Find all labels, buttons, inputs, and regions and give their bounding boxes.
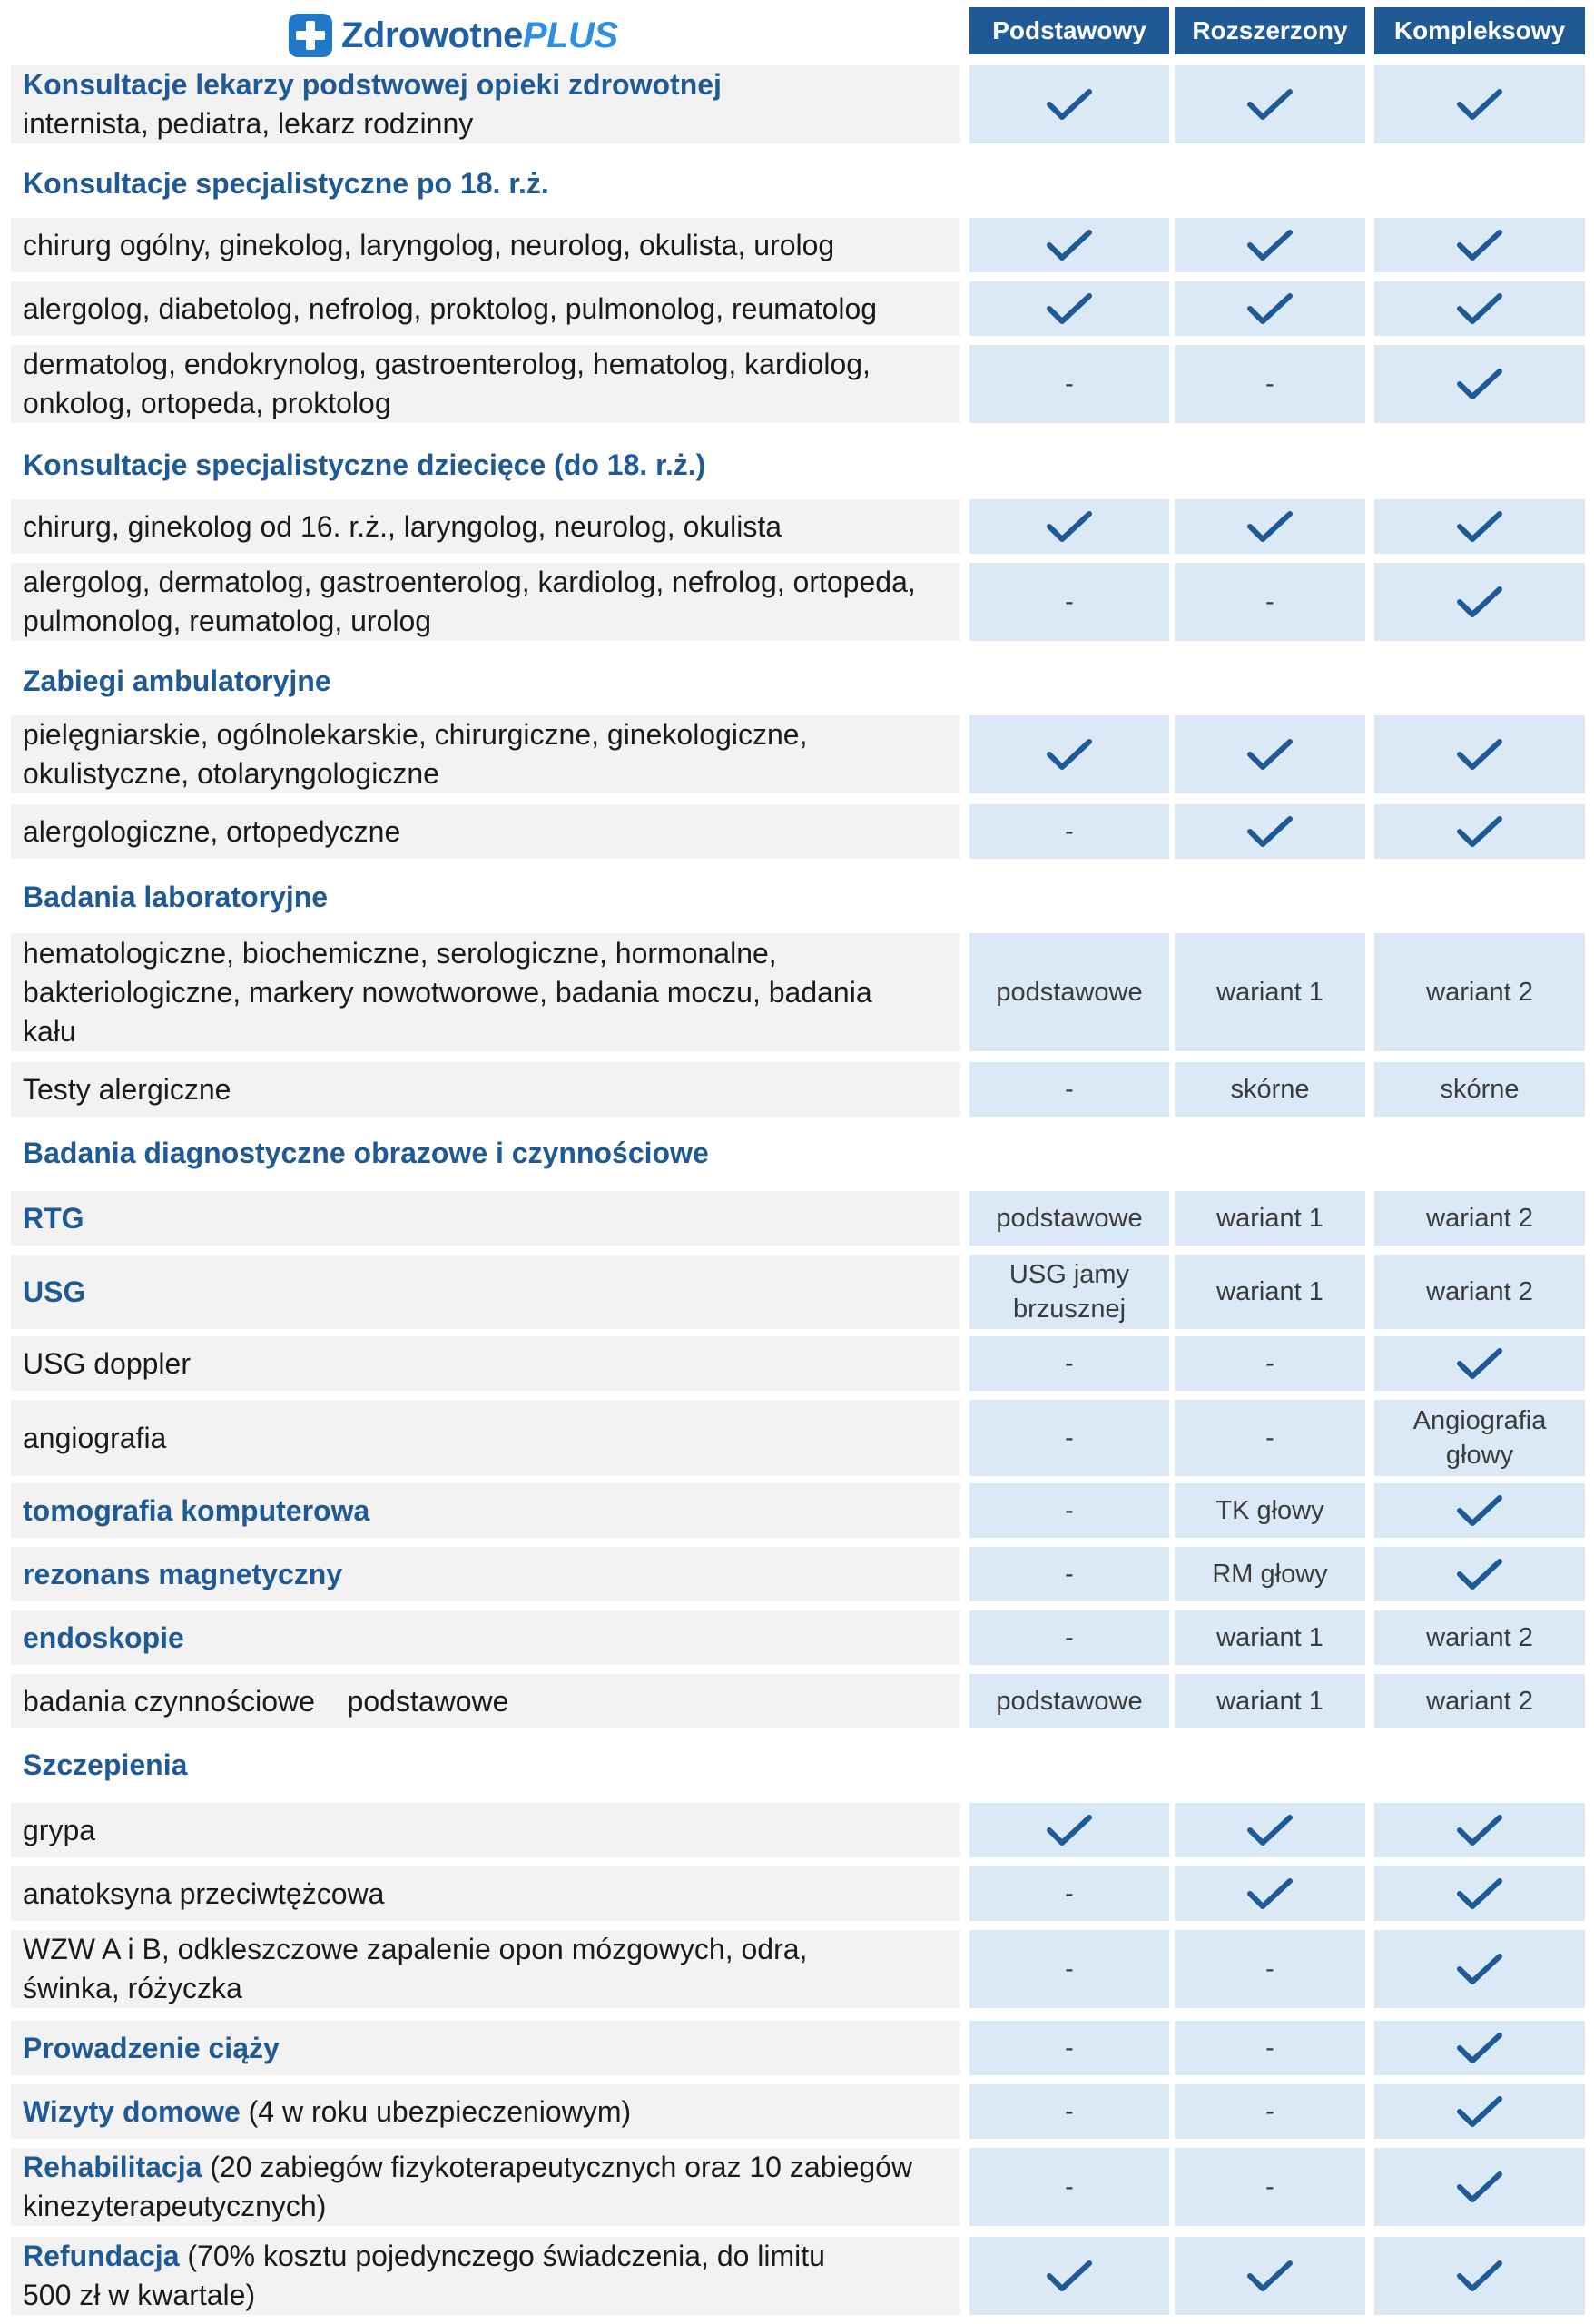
cell-value: skórne [1440, 1075, 1520, 1104]
cell-value: - [1065, 2034, 1074, 2063]
cell-value: - [1265, 2034, 1274, 2063]
cell-value: - [1065, 1955, 1074, 1984]
cell-value: wariant 2 [1426, 1623, 1533, 1652]
service-label: Konsultacje lekarzy podstwowej opieki zdrowotnej internista, pediatra, lekarz rodzinny [11, 65, 960, 143]
plan-cell-rozszerzony [1175, 804, 1365, 859]
plan-cell-kompleksowy [1374, 804, 1585, 859]
service-label: tomografia komputerowa [11, 1483, 960, 1538]
check-icon [1245, 507, 1295, 547]
plan-cell-rozszerzony [1175, 933, 1365, 1051]
plan-cell-kompleksowy [1374, 2084, 1585, 2139]
cell-value: wariant 2 [1426, 1204, 1533, 1233]
check-icon [1454, 734, 1505, 774]
check-icon [1454, 1810, 1505, 1850]
plan-cell-kompleksowy [1374, 65, 1585, 143]
plan-cell-rozszerzony [1175, 1336, 1365, 1391]
cell-value: - [1065, 1560, 1074, 1589]
cell-value: wariant 1 [1216, 978, 1323, 1007]
cell-value: - [1065, 1423, 1074, 1452]
plan-cell-podstawowy [969, 1191, 1169, 1246]
check-icon [1454, 1949, 1505, 1989]
section-heading: Konsultacje specjalistyczne po 18. r.ż. [23, 166, 549, 200]
check-icon [1454, 225, 1505, 265]
plan-cell-podstawowy [969, 2084, 1169, 2139]
check-icon [1044, 289, 1095, 329]
check-icon [1245, 2256, 1295, 2296]
cell-value: skórne [1230, 1075, 1310, 1104]
cell-value: - [1065, 587, 1074, 616]
plan-cell-podstawowy [969, 804, 1169, 859]
check-icon [1245, 1810, 1295, 1850]
service-label: endoskopie [11, 1610, 960, 1665]
check-icon [1245, 225, 1295, 265]
plan-cell-rozszerzony [1175, 1483, 1365, 1538]
cell-value: RM głowy [1212, 1560, 1328, 1589]
check-icon [1454, 2028, 1505, 2068]
cell-value: podstawowe [996, 978, 1143, 1007]
cell-value: wariant 1 [1216, 1277, 1323, 1306]
plan-cell-rozszerzony [1175, 345, 1365, 423]
check-icon [1245, 289, 1295, 329]
check-icon [1245, 812, 1295, 852]
service-label: anatoksyna przeciwtężcowa [11, 1866, 960, 1921]
plan-cell-rozszerzony [1175, 499, 1365, 554]
plan-cell-podstawowy [969, 1062, 1169, 1117]
check-icon [1454, 364, 1505, 404]
plan-cell-podstawowy [969, 1866, 1169, 1921]
plan-cell-rozszerzony [1175, 2148, 1365, 2226]
plan-cell-kompleksowy [1374, 1483, 1585, 1538]
plan-cell-rozszerzony [1175, 1930, 1365, 2008]
plan-cell-podstawowy [969, 281, 1169, 336]
plan-cell-rozszerzony [1175, 715, 1365, 793]
plan-header-rozszerzony: Rozszerzony [1175, 7, 1365, 54]
check-icon [1044, 2256, 1095, 2296]
plan-cell-rozszerzony [1175, 2084, 1365, 2139]
plan-cell-podstawowy [969, 218, 1169, 272]
service-label: chirurg, ginekolog od 16. r.ż., laryngolog, neurolog, okulista [11, 499, 960, 554]
plan-cell-kompleksowy [1374, 218, 1585, 272]
cell-value: - [1065, 1496, 1074, 1525]
plan-cell-kompleksowy [1374, 1255, 1585, 1329]
plan-cell-kompleksowy [1374, 1866, 1585, 1921]
plan-cell-podstawowy [969, 933, 1169, 1051]
cell-value: - [1065, 2172, 1074, 2201]
plan-cell-podstawowy [969, 2021, 1169, 2075]
plan-cell-kompleksowy [1374, 1610, 1585, 1665]
plan-header-podstawowy: Podstawowy [969, 7, 1169, 54]
plan-cell-podstawowy [969, 1400, 1169, 1476]
service-label: alergolog, dermatolog, gastroenterolog, kardiolog, nefrolog, ortopeda, pulmonolog, reumatolog, urolog [11, 563, 960, 641]
cell-value: - [1265, 1423, 1274, 1452]
check-icon [1454, 1874, 1505, 1914]
plan-cell-podstawowy [969, 2148, 1169, 2226]
check-icon [1454, 84, 1505, 124]
cell-value: - [1065, 1879, 1074, 1908]
plan-cell-rozszerzony [1175, 1191, 1365, 1246]
cell-value: podstawowe [996, 1204, 1143, 1233]
service-label: USG doppler [11, 1336, 960, 1391]
plan-cell-podstawowy [969, 1803, 1169, 1857]
service-label: RTG [11, 1191, 960, 1246]
plan-cell-rozszerzony [1175, 1400, 1365, 1476]
plan-cell-rozszerzony [1175, 281, 1365, 336]
check-icon [1044, 225, 1095, 265]
cell-value: - [1265, 2097, 1274, 2126]
service-label: Rehabilitacja (20 zabiegów fizykoterapeutycznych oraz 10 zabiegów kinezyterapeutycznych) [11, 2148, 960, 2226]
plan-cell-rozszerzony [1175, 1674, 1365, 1728]
plan-cell-podstawowy [969, 345, 1169, 423]
plan-cell-kompleksowy [1374, 1062, 1585, 1117]
medical-cross-icon [289, 14, 332, 57]
plan-cell-kompleksowy [1374, 1191, 1585, 1246]
section-heading: Zabiegi ambulatoryjne [23, 664, 331, 697]
plan-cell-rozszerzony [1175, 1547, 1365, 1601]
plan-cell-kompleksowy [1374, 933, 1585, 1051]
plan-cell-podstawowy [969, 1255, 1169, 1329]
service-label: WZW A i B, odkleszczowe zapalenie opon mózgowych, odra, świnka, różyczka [11, 1930, 960, 2008]
plan-cell-podstawowy [969, 1930, 1169, 2008]
plan-cell-kompleksowy [1374, 1400, 1585, 1476]
cell-value: wariant 2 [1426, 1687, 1533, 1716]
cell-value: - [1065, 1349, 1074, 1378]
cell-value: - [1265, 2172, 1274, 2201]
service-label: pielęgniarskie, ogólnolekarskie, chirurgiczne, ginekologiczne, okulistyczne, otolaryngologiczne [11, 715, 960, 793]
check-icon [1245, 1874, 1295, 1914]
plan-cell-kompleksowy [1374, 1930, 1585, 2008]
plan-cell-rozszerzony [1175, 1062, 1365, 1117]
plan-cell-kompleksowy [1374, 345, 1585, 423]
check-icon [1454, 507, 1505, 547]
plan-cell-kompleksowy [1374, 563, 1585, 641]
cell-value: - [1065, 1075, 1074, 1104]
plan-cell-kompleksowy [1374, 1336, 1585, 1391]
section-heading: Konsultacje specjalistyczne dziecięce (do 18. r.ż.) [23, 448, 706, 481]
service-label: dermatolog, endokrynolog, gastroenterolog, hematolog, kardiolog, onkolog, ortopeda, proktolog [11, 345, 960, 423]
cell-value: USG jamy brzusznej [1009, 1260, 1130, 1324]
plan-cell-kompleksowy [1374, 499, 1585, 554]
cell-value: - [1265, 587, 1274, 616]
service-label: Refundacja (70% kosztu pojedynczego świadczenia, do limitu 500 zł w kwartale) [11, 2237, 960, 2315]
service-label: chirurg ogólny, ginekolog, laryngolog, neurolog, okulista, urolog [11, 218, 960, 272]
plan-cell-kompleksowy [1374, 2237, 1585, 2315]
cell-value: - [1265, 1955, 1274, 1984]
service-label: Testy alergiczne [11, 1062, 960, 1117]
check-icon [1454, 1491, 1505, 1531]
plan-cell-podstawowy [969, 563, 1169, 641]
service-label: Wizyty domowe (4 w roku ubezpieczeniowym) [11, 2084, 960, 2139]
cell-value: - [1065, 369, 1074, 399]
cell-value: wariant 1 [1216, 1204, 1323, 1233]
cell-value: Angiografia głowy [1412, 1406, 1547, 1470]
plan-cell-podstawowy [969, 499, 1169, 554]
section-heading: Szczepienia [23, 1748, 188, 1781]
plan-cell-rozszerzony [1175, 1866, 1365, 1921]
check-icon [1245, 84, 1295, 124]
check-icon [1454, 2256, 1505, 2296]
plan-cell-podstawowy [969, 1336, 1169, 1391]
plan-cell-podstawowy [969, 65, 1169, 143]
plan-cell-kompleksowy [1374, 1547, 1585, 1601]
check-icon [1454, 2092, 1505, 2132]
cell-value: TK głowy [1215, 1496, 1324, 1525]
cell-value: - [1065, 1623, 1074, 1652]
check-icon [1454, 582, 1505, 622]
plan-cell-kompleksowy [1374, 1674, 1585, 1728]
plan-cell-rozszerzony [1175, 1803, 1365, 1857]
plan-cell-rozszerzony [1175, 65, 1365, 143]
plan-cell-kompleksowy [1374, 2148, 1585, 2226]
check-icon [1044, 1810, 1095, 1850]
section-heading: Badania diagnostyczne obrazowe i czynnościowe [23, 1136, 709, 1169]
cell-value: - [1265, 369, 1274, 399]
cell-value: - [1065, 817, 1074, 846]
brand-name: ZdrowotnePLUS [341, 15, 618, 55]
service-label: alergologiczne, ortopedyczne [11, 804, 960, 859]
check-icon [1454, 1554, 1505, 1594]
plan-cell-podstawowy [969, 1610, 1169, 1665]
service-label: USG [11, 1255, 960, 1329]
plan-cell-rozszerzony [1175, 218, 1365, 272]
brand-logo [289, 13, 618, 58]
cell-value: wariant 2 [1426, 1277, 1533, 1306]
plan-cell-kompleksowy [1374, 2021, 1585, 2075]
plan-cell-podstawowy [969, 715, 1169, 793]
plan-cell-rozszerzony [1175, 2021, 1365, 2075]
service-label: Prowadzenie ciąży [11, 2021, 960, 2075]
cell-value: wariant 1 [1216, 1687, 1323, 1716]
cell-value: wariant 2 [1426, 978, 1533, 1007]
plan-cell-rozszerzony [1175, 563, 1365, 641]
check-icon [1044, 734, 1095, 774]
cell-value: - [1265, 1349, 1274, 1378]
plan-cell-kompleksowy [1374, 281, 1585, 336]
service-label: grypa [11, 1803, 960, 1857]
check-icon [1454, 289, 1505, 329]
service-label: hematologiczne, biochemiczne, serologiczne, hormonalne, bakteriologiczne, markery nowotworowe, badania moczu, badania kału [11, 933, 960, 1051]
plan-cell-podstawowy [969, 2237, 1169, 2315]
plan-cell-rozszerzony [1175, 2237, 1365, 2315]
plan-cell-kompleksowy [1374, 715, 1585, 793]
check-icon [1245, 734, 1295, 774]
plan-cell-podstawowy [969, 1547, 1169, 1601]
plan-cell-rozszerzony [1175, 1610, 1365, 1665]
check-icon [1454, 812, 1505, 852]
service-label: rezonans magnetyczny [11, 1547, 960, 1601]
section-heading: Badania laboratoryjne [23, 880, 329, 913]
plan-cell-podstawowy [969, 1674, 1169, 1728]
cell-value: - [1065, 2097, 1074, 2126]
cell-value: wariant 1 [1216, 1623, 1323, 1652]
check-icon [1044, 84, 1095, 124]
check-icon [1044, 507, 1095, 547]
plan-cell-rozszerzony [1175, 1255, 1365, 1329]
plan-header-kompleksowy: Kompleksowy [1374, 7, 1585, 54]
check-icon [1454, 1344, 1505, 1384]
cell-value: podstawowe [996, 1687, 1143, 1716]
service-label: angiografia [11, 1400, 960, 1476]
check-icon [1454, 2167, 1505, 2207]
plan-cell-podstawowy [969, 1483, 1169, 1538]
service-label: badania czynnościowe podstawowe [11, 1674, 960, 1728]
plan-cell-kompleksowy [1374, 1803, 1585, 1857]
service-label: alergolog, diabetolog, nefrolog, proktolog, pulmonolog, reumatolog [11, 281, 960, 336]
